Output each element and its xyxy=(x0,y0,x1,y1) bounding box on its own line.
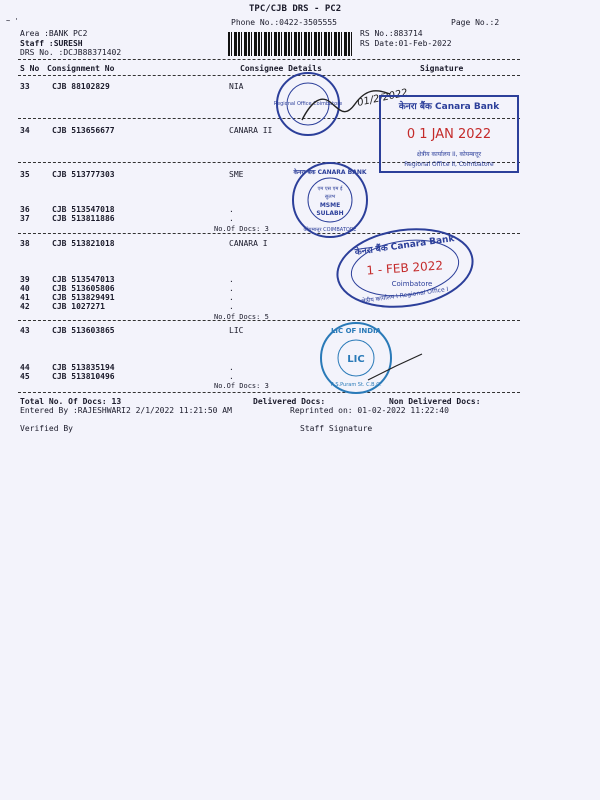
row-consignee: . xyxy=(229,205,234,214)
row-consignment: CJB 513603865 xyxy=(52,326,115,335)
handwritten-date: 01/2/2022 xyxy=(356,87,409,109)
row-consignee: . xyxy=(229,275,234,284)
row-sno: 35 xyxy=(20,170,30,179)
row-consignment: CJB 513656677 xyxy=(52,126,115,135)
lic-ring-text: LIC OF INDIA xyxy=(330,327,382,335)
column-header-sno: S No xyxy=(20,64,40,73)
barcode xyxy=(228,32,352,56)
row-sno: 36 xyxy=(20,205,30,214)
canara-msme-center1: एम एस एम ई xyxy=(317,186,343,192)
row-consignment: CJB 513810496 xyxy=(52,372,115,381)
row-consignee: . xyxy=(229,293,234,302)
canara-ro1-date: 1 - FEB 2022 xyxy=(365,258,444,278)
divider xyxy=(18,75,520,76)
canara-msme-ring: केनरा बैंक CANARA BANK xyxy=(293,169,367,176)
canara-ro2-date: 0 1 JAN 2022 xyxy=(406,127,492,142)
rs-number: RS No.:883714 xyxy=(360,29,423,38)
drs-number: DRS No. :DCJB88371402 xyxy=(20,48,122,57)
row-consignment: CJB 1027271 xyxy=(52,302,105,311)
report-title: TPC/CJB DRS - PC2 xyxy=(249,4,342,14)
row-consignment: CJB 513829491 xyxy=(52,293,115,302)
total-docs: Total No. Of Docs: 13 xyxy=(20,397,122,406)
staff-label: Staff :SURESH xyxy=(20,39,83,48)
row-consignee: CANARA I xyxy=(229,239,268,248)
divider xyxy=(18,320,520,321)
row-sno: 39 xyxy=(20,275,30,284)
staff-signature: Staff Signature xyxy=(300,424,373,433)
group-doc-count: No.Of Docs: 3 xyxy=(214,225,269,233)
column-header-signature: Signature xyxy=(420,64,464,73)
row-consignment: CJB 513777303 xyxy=(52,170,115,179)
row-sno: 41 xyxy=(20,293,30,302)
row-sno: 37 xyxy=(20,214,30,223)
verified-by: Verified By xyxy=(20,424,73,433)
row-consignment: CJB 513811886 xyxy=(52,214,115,223)
row-consignee: CANARA II xyxy=(229,126,273,135)
rs-date: RS Date:01-Feb-2022 xyxy=(360,39,452,48)
column-header-consignment: Consignment No xyxy=(47,64,115,73)
canara-msme-center4: SULABH xyxy=(316,210,344,217)
row-consignment: CJB 88102829 xyxy=(52,82,110,91)
row-sno: 44 xyxy=(20,363,30,372)
row-consignee: NIA xyxy=(229,82,244,91)
row-consignment: CJB 513835194 xyxy=(52,363,115,372)
area-label: Area :BANK PC2 xyxy=(20,29,88,38)
canara-ro2-stamp xyxy=(378,94,520,174)
row-consignee: . xyxy=(229,302,234,311)
canara-ro1-office: क्षेत्रीय कार्यालय I Regional Office I xyxy=(360,285,449,306)
canara-msme-bottom: कोयम्बत्तूर COIMBATORE xyxy=(303,227,357,233)
divider xyxy=(18,59,520,60)
nia-stamp-text: Regional Office Coimbatore xyxy=(274,101,342,107)
divider xyxy=(18,392,520,393)
row-sno: 45 xyxy=(20,372,30,381)
delivered-docs: Delivered Docs: xyxy=(253,397,326,406)
row-consignment: CJB 513821018 xyxy=(52,239,115,248)
row-sno: 40 xyxy=(20,284,30,293)
row-consignee: . xyxy=(229,214,234,223)
non-delivered-docs: Non Delivered Docs: xyxy=(389,397,481,406)
row-sno: 38 xyxy=(20,239,30,248)
row-consignment: CJB 513547013 xyxy=(52,275,115,284)
row-sno: 33 xyxy=(20,82,30,91)
canara-ro1-stamp xyxy=(334,226,476,310)
row-consignee: SME xyxy=(229,170,244,179)
row-consignee: . xyxy=(229,284,234,293)
corner-mark: ~ ' xyxy=(6,17,19,25)
row-consignment: CJB 513547018 xyxy=(52,205,115,214)
reprinted-on: Reprinted on: 01-02-2022 11:22:40 xyxy=(290,406,449,415)
column-header-consignee: Consignee Details xyxy=(240,64,322,73)
canara-ro2-office-en: Regional Office II, Coimbatore xyxy=(404,161,494,168)
row-consignee: . xyxy=(229,372,234,381)
entered-by: Entered By :RAJESHWARI2 2/1/2022 11:21:50 AM xyxy=(20,406,232,415)
row-sno: 42 xyxy=(20,302,30,311)
canara-msme-center3: MSME xyxy=(319,202,341,209)
group-doc-count: No.Of Docs: 3 xyxy=(214,382,269,390)
canara-ro2-office: क्षेत्रीय कार्यालय II, कोयम्बत्तूर xyxy=(416,151,482,158)
canara-ro1-city: Coimbatore xyxy=(391,280,433,288)
row-sno: 43 xyxy=(20,326,30,335)
canara-ro2-title: केनरा बैंक Canara Bank xyxy=(398,102,500,112)
row-consignee: LIC xyxy=(229,326,244,335)
row-sno: 34 xyxy=(20,126,30,135)
lic-signature-stroke xyxy=(366,352,426,382)
canara-ro1-title: केनरा बैंक Canara Bank xyxy=(354,234,456,258)
group-doc-count: No.Of Docs: 5 xyxy=(214,313,269,321)
canara-msme-center2: सुलभ xyxy=(324,194,336,200)
phone-number: Phone No.:0422-3505555 xyxy=(231,18,337,27)
lic-logo: LIC xyxy=(347,354,365,365)
lic-bottom-text: R.S.Puram St. C.B.O. xyxy=(330,382,382,388)
page-number: Page No.:2 xyxy=(451,18,500,27)
row-consignment: CJB 513605806 xyxy=(52,284,115,293)
row-consignee: . xyxy=(229,363,234,372)
